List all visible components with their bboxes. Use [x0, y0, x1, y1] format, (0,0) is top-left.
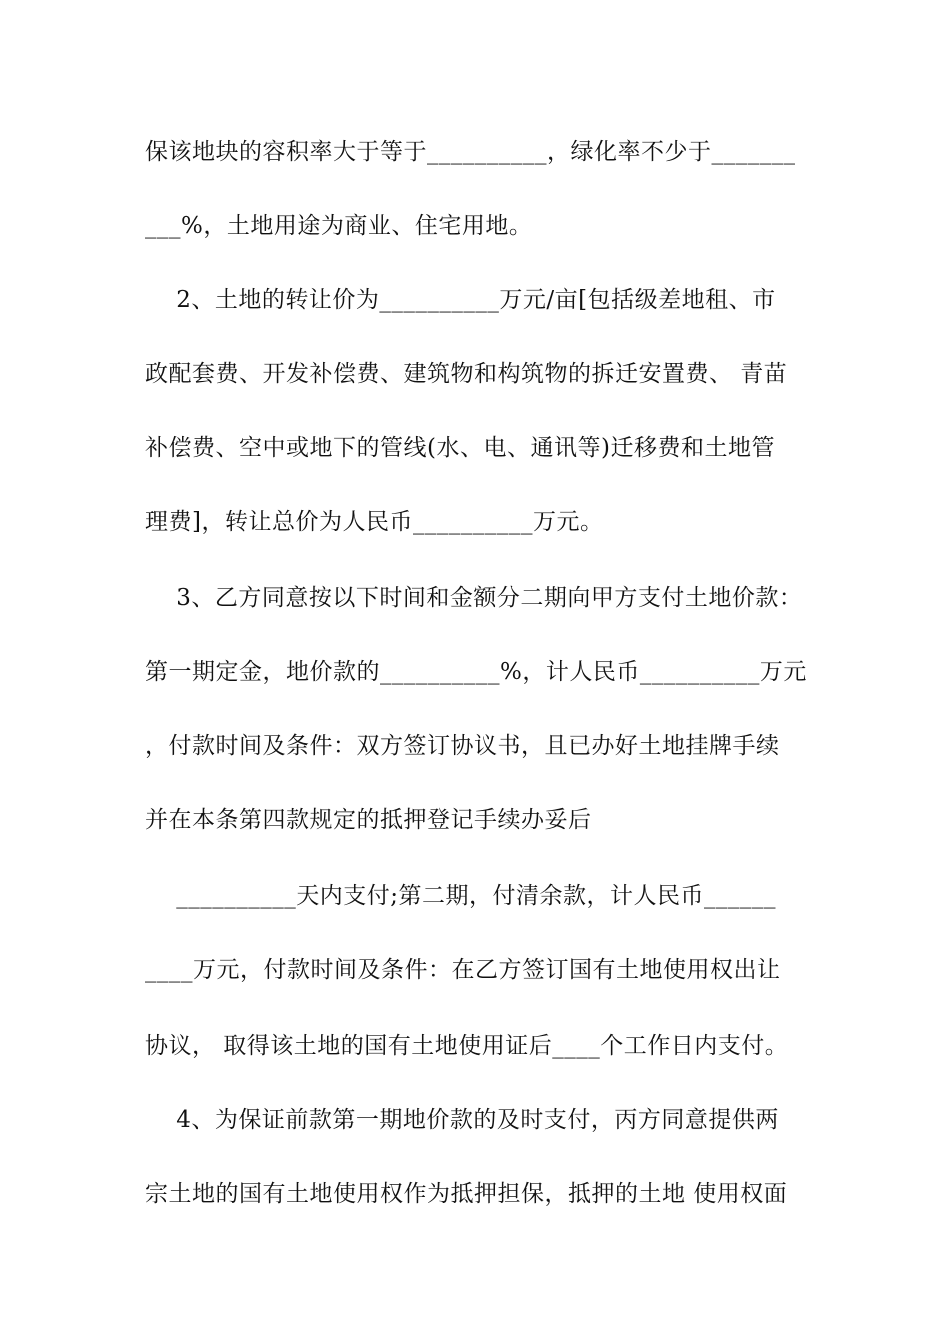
text-line: ___%，土地用途为商业、住宅用地。	[145, 213, 533, 239]
text-line: ____万元，付款时间及条件：在乙方签订国有土地使用权出让	[145, 957, 781, 983]
text-line: 并在本条第四款规定的抵押登记手续办妥后	[145, 807, 592, 833]
text-line: 协议， 取得该土地的国有土地使用证后____个工作日内支付。	[145, 1033, 789, 1059]
text-line: 3、乙方同意按以下时间和金额分二期向甲方支付土地价款：	[145, 585, 803, 611]
text-line: 补偿费、空中或地下的管线(水、电、通讯等)迁移费和土地管	[145, 435, 775, 461]
text-line: 理费]，转让总价为人民币__________万元。	[145, 509, 604, 535]
text-line: 保该地块的容积率大于等于__________，绿化率不少于_______	[145, 139, 796, 165]
text-line: 政配套费、开发补偿费、建筑物和构筑物的拆迁安置费、 青苗	[145, 361, 788, 387]
text-line: 2、土地的转让价为__________万元/亩[包括级差地租、市	[145, 287, 776, 313]
text-line: ，付款时间及条件：双方签订协议书，且已办好土地挂牌手续	[145, 733, 780, 759]
text-line: 第一期定金，地价款的__________%，计人民币__________万元	[145, 659, 807, 685]
text-line: __________天内支付;第二期，付清余款，计人民币______	[145, 883, 776, 909]
text-line: 4、为保证前款第一期地价款的及时支付，丙方同意提供两	[145, 1107, 779, 1133]
text-line: 宗土地的国有土地使用权作为抵押担保，抵押的土地 使用权面	[145, 1181, 788, 1207]
